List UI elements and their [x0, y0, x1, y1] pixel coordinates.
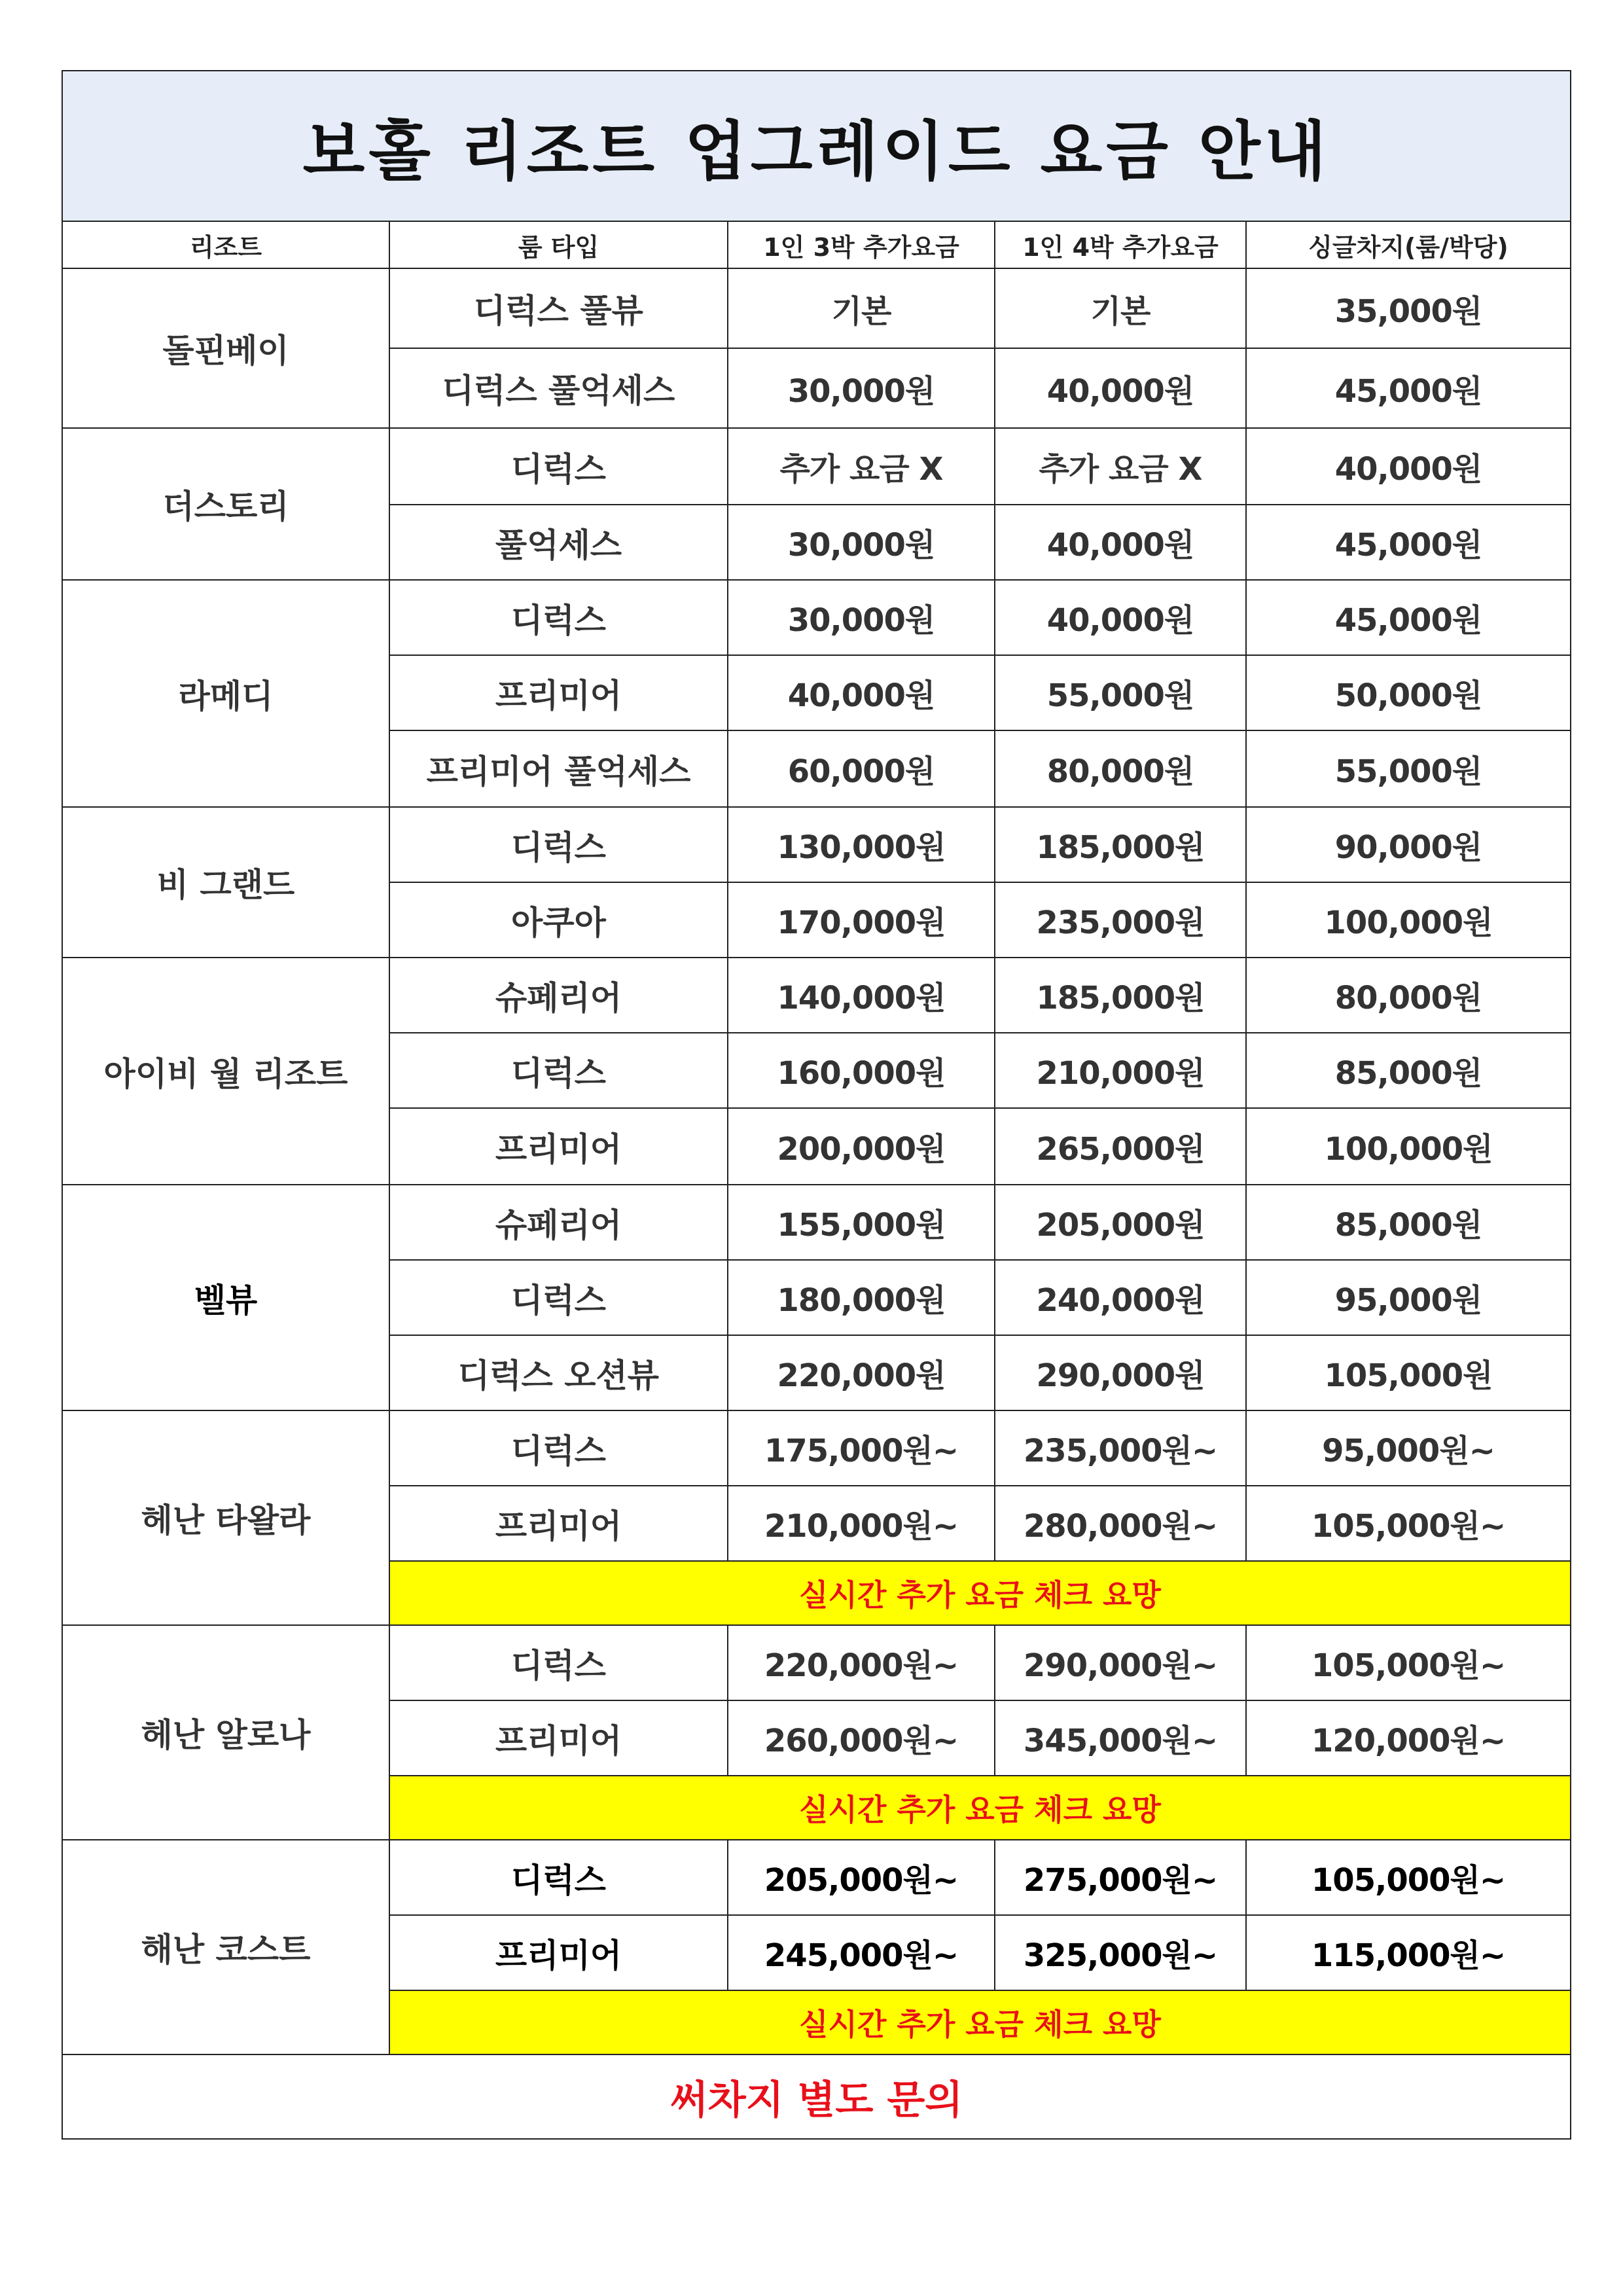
room-type: 슈페리어: [389, 958, 728, 1033]
rate-4-nights: 275,000원~: [995, 1840, 1246, 1915]
single-charge: 115,000원~: [1246, 1915, 1571, 1990]
header-room-type: 룸 타입: [389, 221, 728, 268]
single-charge: 100,000원: [1246, 1108, 1571, 1185]
rate-3-nights: 180,000원: [728, 1260, 995, 1335]
single-charge: 50,000원: [1246, 655, 1571, 730]
table-row: [62, 268, 1571, 348]
resort-name: 해난 코스트: [62, 1840, 389, 2054]
single-charge: 120,000원~: [1246, 1700, 1571, 1776]
rate-4-nights: 40,000원: [995, 580, 1246, 655]
rate-4-nights: 55,000원: [995, 655, 1246, 730]
room-type: 디럭스: [389, 1260, 728, 1335]
table-row: [62, 958, 1571, 1033]
room-type: 디럭스: [389, 1410, 728, 1486]
rate-3-nights: 160,000원: [728, 1033, 995, 1108]
room-type: 디럭스 풀억세스: [389, 348, 728, 428]
rate-3-nights: 205,000원~: [728, 1840, 995, 1915]
realtime-check-notice: 실시간 추가 요금 체크 요망: [389, 1561, 1571, 1625]
room-type: 프리미어: [389, 1486, 728, 1561]
header-single-charge: 싱글차지(룸/박당): [1246, 221, 1571, 268]
single-charge: 105,000원~: [1246, 1840, 1571, 1915]
table-row: [62, 428, 1571, 505]
table-row: [62, 1840, 1571, 1915]
rate-4-nights: 185,000원: [995, 807, 1246, 882]
header-4-nights: 1인 4박 추가요금: [995, 221, 1246, 268]
rate-4-nights: 345,000원~: [995, 1700, 1246, 1776]
rate-4-nights: 40,000원: [995, 348, 1246, 428]
room-type: 프리미어: [389, 1108, 728, 1185]
resort-name: 벨뷰: [62, 1185, 389, 1410]
rate-4-nights: 240,000원: [995, 1260, 1246, 1335]
room-type: 아쿠아: [389, 882, 728, 958]
rate-4-nights: 280,000원~: [995, 1486, 1246, 1561]
single-charge: 100,000원: [1246, 882, 1571, 958]
table-row: [62, 580, 1571, 655]
room-type: 풀억세스: [389, 505, 728, 580]
room-type: 디럭스: [389, 807, 728, 882]
header-3-nights: 1인 3박 추가요금: [728, 221, 995, 268]
resort-name: 돌핀베이: [62, 268, 389, 428]
single-charge: 85,000원: [1246, 1185, 1571, 1260]
rate-3-nights: 140,000원: [728, 958, 995, 1033]
single-charge: 45,000원: [1246, 580, 1571, 655]
rate-4-nights: 265,000원: [995, 1108, 1246, 1185]
page-title: 보홀 리조트 업그레이드 요금 안내: [62, 71, 1571, 221]
rate-3-nights: 260,000원~: [728, 1700, 995, 1776]
rate-3-nights: 175,000원~: [728, 1410, 995, 1486]
rate-4-nights: 325,000원~: [995, 1915, 1246, 1990]
room-type: 프리미어 풀억세스: [389, 730, 728, 807]
room-type: 프리미어: [389, 655, 728, 730]
table-row: [62, 807, 1571, 882]
room-type: 프리미어: [389, 1700, 728, 1776]
rate-3-nights: 170,000원: [728, 882, 995, 958]
rate-4-nights: 80,000원: [995, 730, 1246, 807]
rate-3-nights: 220,000원~: [728, 1625, 995, 1700]
resort-name: 아이비 월 리조트: [62, 958, 389, 1185]
rate-4-nights: 추가 요금 X: [995, 428, 1246, 505]
resort-name: 더스토리: [62, 428, 389, 580]
room-type: 디럭스: [389, 428, 728, 505]
single-charge: 90,000원: [1246, 807, 1571, 882]
resort-name: 라메디: [62, 580, 389, 807]
room-type: 디럭스 오션뷰: [389, 1335, 728, 1410]
single-charge: 55,000원: [1246, 730, 1571, 807]
single-charge: 35,000원: [1246, 268, 1571, 348]
header-resort: 리조트: [62, 221, 389, 268]
rate-3-nights: 40,000원: [728, 655, 995, 730]
resort-name: 비 그랜드: [62, 807, 389, 958]
single-charge: 80,000원: [1246, 958, 1571, 1033]
single-charge: 40,000원: [1246, 428, 1571, 505]
rate-3-nights: 220,000원: [728, 1335, 995, 1410]
rate-3-nights: 210,000원~: [728, 1486, 995, 1561]
single-charge: 105,000원: [1246, 1335, 1571, 1410]
surcharge-notice: 써차지 별도 문의: [62, 2054, 1571, 2139]
rate-4-nights: 185,000원: [995, 958, 1246, 1033]
rate-3-nights: 245,000원~: [728, 1915, 995, 1990]
single-charge: 95,000원: [1246, 1260, 1571, 1335]
table-row: [62, 1185, 1571, 1260]
footer-row: [62, 2054, 1571, 2139]
table-row: [62, 1625, 1571, 1700]
single-charge: 45,000원: [1246, 505, 1571, 580]
rate-4-nights: 235,000원~: [995, 1410, 1246, 1486]
rate-3-nights: 200,000원: [728, 1108, 995, 1185]
rate-3-nights: 30,000원: [728, 505, 995, 580]
single-charge: 105,000원~: [1246, 1625, 1571, 1700]
room-type: 프리미어: [389, 1915, 728, 1990]
rate-table: [62, 70, 1571, 2140]
room-type: 디럭스: [389, 580, 728, 655]
rate-3-nights: 60,000원: [728, 730, 995, 807]
room-type: 디럭스: [389, 1033, 728, 1108]
rate-3-nights: 30,000원: [728, 348, 995, 428]
rate-4-nights: 기본: [995, 268, 1246, 348]
table-row: [62, 1410, 1571, 1486]
room-type: 디럭스 풀뷰: [389, 268, 728, 348]
room-type: 디럭스: [389, 1625, 728, 1700]
rate-3-nights: 기본: [728, 268, 995, 348]
single-charge: 45,000원: [1246, 348, 1571, 428]
rate-4-nights: 290,000원~: [995, 1625, 1246, 1700]
rate-3-nights: 추가 요금 X: [728, 428, 995, 505]
realtime-check-notice: 실시간 추가 요금 체크 요망: [389, 1990, 1571, 2054]
rate-4-nights: 210,000원: [995, 1033, 1246, 1108]
rate-4-nights: 40,000원: [995, 505, 1246, 580]
single-charge: 85,000원: [1246, 1033, 1571, 1108]
rate-4-nights: 205,000원: [995, 1185, 1246, 1260]
rate-3-nights: 130,000원: [728, 807, 995, 882]
room-type: 디럭스: [389, 1840, 728, 1915]
single-charge: 95,000원~: [1246, 1410, 1571, 1486]
rate-4-nights: 235,000원: [995, 882, 1246, 958]
resort-name: 헤난 알로나: [62, 1625, 389, 1840]
rate-3-nights: 155,000원: [728, 1185, 995, 1260]
room-type: 슈페리어: [389, 1185, 728, 1260]
rate-4-nights: 290,000원: [995, 1335, 1246, 1410]
rate-3-nights: 30,000원: [728, 580, 995, 655]
resort-name: 헤난 타왈라: [62, 1410, 389, 1625]
single-charge: 105,000원~: [1246, 1486, 1571, 1561]
realtime-check-notice: 실시간 추가 요금 체크 요망: [389, 1776, 1571, 1840]
